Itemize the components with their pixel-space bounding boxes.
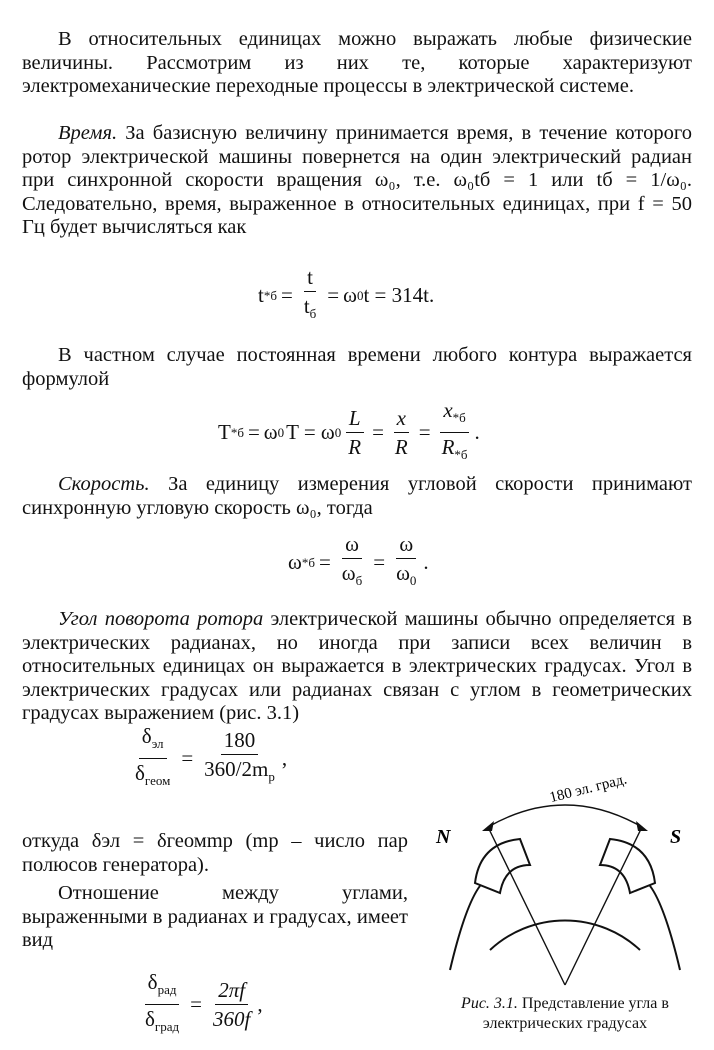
equation-angle: $\frac{\delta_{эл}}{\delta_{геом}}$ = $\frac{180}{360/2m_p}$ ,	[135, 724, 288, 789]
pole-n-label: N	[436, 826, 451, 848]
paragraph-time-constant: В частном случае постоянная времени любого контура выражается формулой	[22, 344, 692, 390]
figure-caption: Рис. 3.1. Представление угла в электрических градусах	[461, 995, 669, 1032]
paragraph-speed: Скорость. За единицу измерения угловой скорости принимают синхронную угловую скорость ω₀, тогда	[22, 473, 692, 519]
arrow-right-icon	[636, 821, 648, 831]
arrow-left-icon	[482, 821, 494, 831]
pole-n	[475, 839, 530, 893]
paragraph-rotor-angle: Угол поворота ротора электрической машины обычно определяется в электрических радианах, но иногда при записи всех величин в относительных единицах он выражается в электрических градусах. Угол в электрических градусах или радианах связан с углом в геометрических градусах выражением (рис. 3.1)	[22, 608, 692, 725]
angle-arc	[488, 805, 642, 827]
term-time: Время.	[58, 122, 118, 144]
equation-time: t *б = $\frac{t}{t_б}$ = ω 0 t = 314t.	[258, 265, 435, 322]
pole-s	[600, 839, 655, 893]
pole-s-label: S	[670, 826, 682, 848]
angle-label: 180 эл. град.	[547, 771, 629, 807]
paragraph-intro: В относительных единицах можно выражать любые физические величины. Рассмотрим из них те, которые характеризуют электромеханические переходные процессы в электрической системе.	[22, 28, 692, 98]
equation-ratio: $\frac{\delta_{рад}}{\delta_{град}}$ = $\frac{2\pi f}{360f}$ ,	[145, 970, 263, 1035]
figure-machine-diagram	[430, 765, 700, 990]
equation-speed: ω *б = $\frac{\omega}{\omega_б}$ = $\frac{\omega}{\omega_0}$ .	[288, 532, 429, 589]
paragraph-ratio: Отношение между углами, выраженными в радианах и градусах, имеет вид	[22, 882, 408, 952]
paragraph-time: Время. За базисную величину принимается время, в течение которого ротор электрической машины повернется на один электрический радиан при синхронной скорости вращения ω₀, т.е. ω₀tб = 1 или tб = 1/ω₀. Следовательно, время, выраженное в относительных единицах, при f = 50 Гц будет вычисляться как	[22, 122, 692, 239]
paragraph-hence: откуда δэл = δгеомmp (mp – число пар полюсов генератора).	[22, 830, 408, 876]
equation-time-constant: T *б = ω 0 T = ω 0 $\frac{L}{R}$ = $\frac{x}{R}$ = $\frac{x_{*б}}{R_{*б}}$ .	[218, 398, 480, 463]
term-rotor-angle: Угол поворота ротора	[58, 608, 264, 630]
term-speed: Скорость.	[58, 473, 150, 495]
stator-outline	[490, 920, 640, 950]
